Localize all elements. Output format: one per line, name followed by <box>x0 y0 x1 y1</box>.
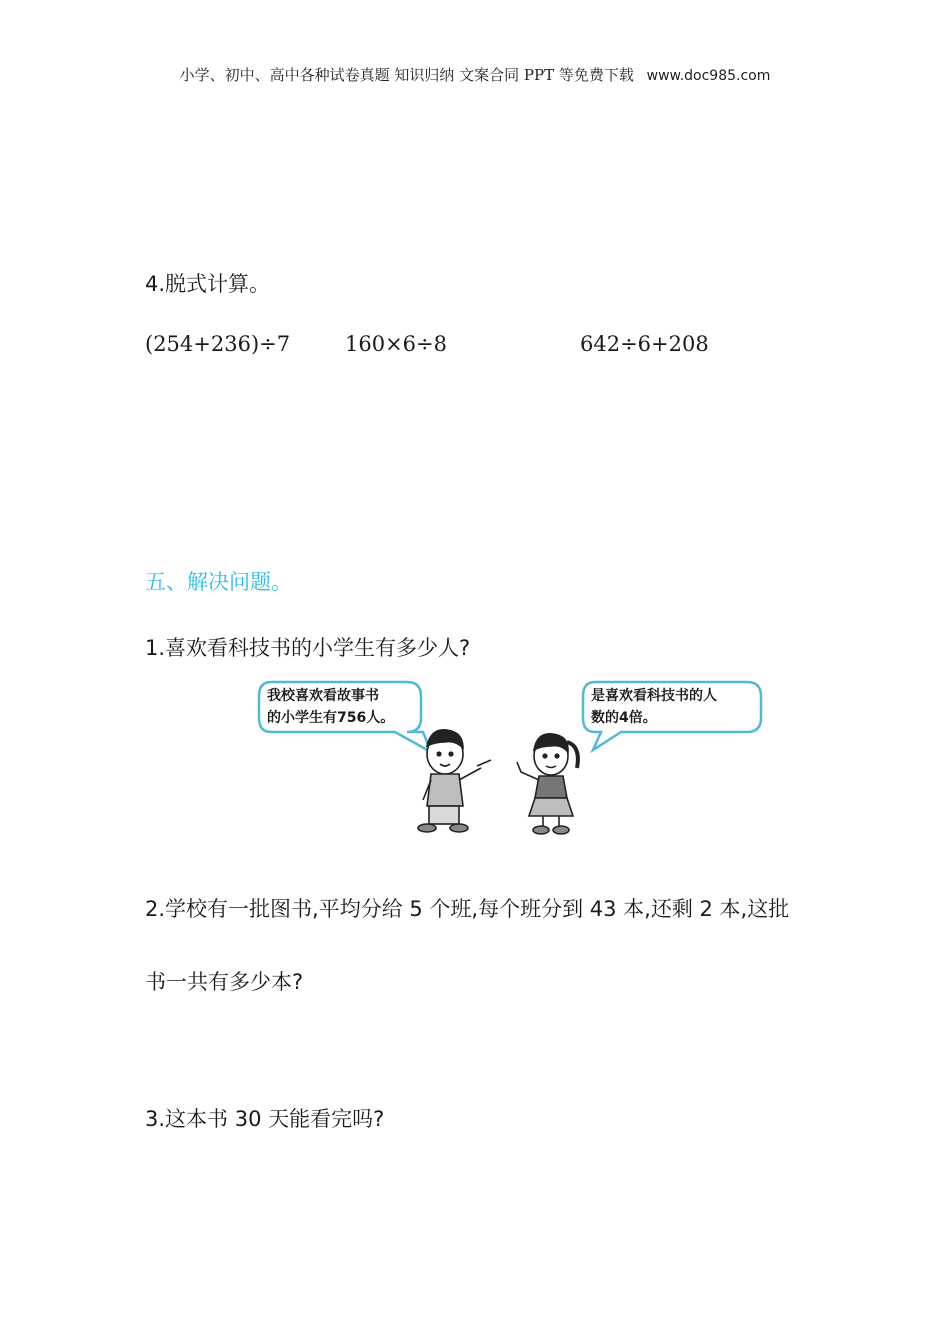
part4-title: 4.脱式计算。 <box>145 272 271 296</box>
expression-2: 160×6÷8 <box>345 332 447 356</box>
right-bubble-line-2: 数的4倍。 <box>591 710 657 726</box>
boy-figure <box>418 730 491 832</box>
header-site[interactable]: www.doc985.com <box>646 68 771 84</box>
right-bubble-text <box>591 685 717 729</box>
section5-title: 五、解决问题。 <box>145 570 292 594</box>
page-header <box>0 64 950 85</box>
question-3: 3.这本书 30 天能看完吗? <box>145 1107 385 1131</box>
girl-figure <box>517 734 578 834</box>
question-2-line-1: 2.学校有一批图书,平均分给 5 个班,每个班分到 43 本,还剩 2 本,这批 <box>145 897 790 921</box>
question-1: 1.喜欢看科技书的小学生有多少人? <box>145 636 471 660</box>
left-bubble-line-1: 我校喜欢看故事书 <box>267 688 379 704</box>
expression-3: 642÷6+208 <box>580 332 709 356</box>
expression-1: (254+236)÷7 <box>145 332 291 356</box>
header-text: 小学、初中、高中各种试卷真题 知识归纳 文案合同 PPT 等免费下载 <box>179 66 634 84</box>
left-bubble-text <box>267 685 394 729</box>
question-2-line-2: 书一共有多少本? <box>145 970 304 994</box>
illustration <box>255 676 765 836</box>
right-bubble-line-1: 是喜欢看科技书的人 <box>591 688 717 704</box>
left-bubble-line-2: 的小学生有756人。 <box>267 710 395 726</box>
